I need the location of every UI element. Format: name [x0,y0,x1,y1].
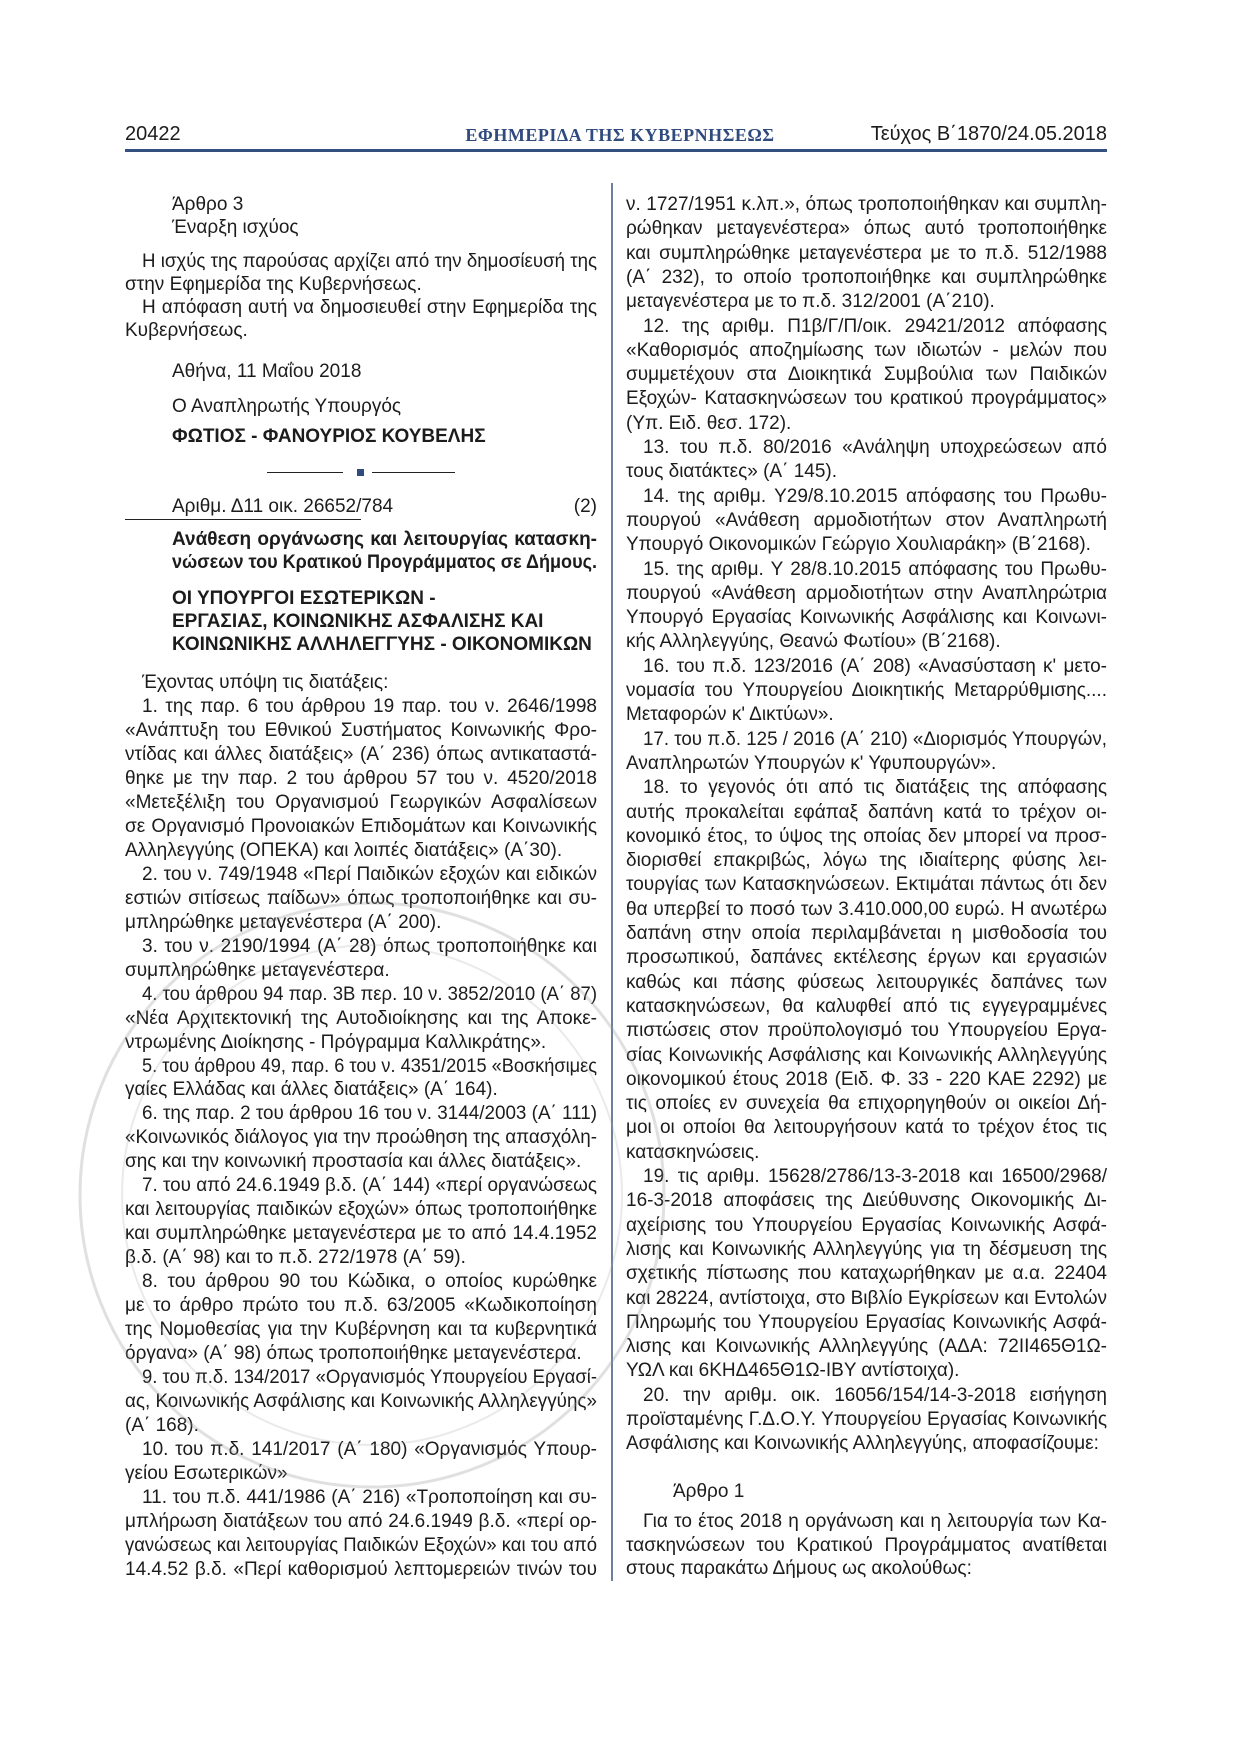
preamble-line-text: Υπουργό Οικονομικών Γεώργιο Χουλιαράκη» (Β΄2168). [626,534,1091,556]
preamble-line [142,935,597,959]
preamble-line [626,1092,1107,1116]
paragraph-line-text: Κυβερνήσεως. [125,320,248,341]
preamble-line-text: μοι οι οποίοι θα λειτουργήσουν κατά το τρέχον έτος τις [626,1117,1107,1139]
preamble-line [626,801,1107,825]
preamble-line-text: «Ανάπτυξη του Εθνικού Συστήματος Κοινωνικής Φρο- [125,719,597,741]
preamble-line [643,315,1107,339]
preamble-line-text: 15. της αριθμ. Υ 28/8.10.2015 απόφασης του Πρωθυ- [643,558,1107,580]
preamble-line-text: ας, Κοινωνικής Ασφάλισης και Κοινωνικής Αλληλεγγύης» [125,1391,597,1413]
place-date-text: Αθήνα, 11 Μαΐου 2018 [172,361,362,382]
article-heading [673,1480,744,1504]
preamble-line-text: με το άρθρο πρώτο του π.δ. 63/2005 «Κωδικοποίηση [125,1295,597,1317]
preamble-line-text: διορισθεί επακριβώς, λόγω της ιδιαίτερης φύσης λει- [626,850,1107,872]
preamble-line [125,911,597,935]
preamble-line [125,1246,597,1270]
paragraph-line [125,273,597,297]
preamble-line-text: Μεταφορών κ' Δικτύων». [626,704,834,726]
preamble-line [125,1390,597,1414]
decision-title-text: Ανάθεση οργάνωσης και λειτουργίας κατασκη- [172,529,597,550]
preamble-line-text: τους διατάκτες» (Α΄ 145). [626,461,838,483]
preamble-line-text: «Καθορισμός αποζημίωσης των ιδιωτών - μελών που [626,339,1107,361]
preamble-line [643,1165,1107,1189]
preamble-line [125,1318,597,1342]
preamble-line [142,695,597,719]
preamble-line-text: θηκε με την παρ. 2 του άρθρου 57 του ν. 4520/2018 [125,767,597,789]
preamble-line-text: γαίες Ελλάδας και άλλες διατάξεις» (Α΄ 164). [125,1079,498,1101]
preamble-line-text: β.δ. (Α΄ 98) και το π.δ. 272/1978 (Α΄ 59). [125,1247,466,1269]
preamble-line-text: και συμπληρώθηκε μεταγενέστερα με το από 14.4.1952 [125,1223,597,1245]
preamble-line-text: Έχοντας υπόψη τις διατάξεις: [142,672,389,693]
preamble-line-text: Υπουργό Εργασίας Κοινωνικής Ασφάλισης και Κοινωνι- [626,607,1107,629]
preamble-line-text: μπληρώθηκε μεταγενέστερα (Α΄ 200). [125,911,442,933]
preamble-line-text: 7. του από 24.6.1949 β.δ. (Α΄ 144) «περί οργανώσεως [142,1175,597,1197]
preamble-line [626,1116,1107,1140]
preamble-line-text: «Νέα Αρχιτεκτονική της Αυτοδιοίκησης και της Αποκε- [125,1007,597,1029]
preamble-line [125,1462,597,1486]
preamble-line-text: ΥΩΛ και 6ΚΗΔ465Θ1Ω-ΙΒΥ αντίστοιχα). [626,1360,960,1382]
article-body-line-text: τασκηνώσεων του Κρατικού Προγράμματος ανατίθεται [626,1534,1107,1556]
paragraph-line [142,250,597,274]
preamble-line [125,1534,597,1558]
issuing-ministers-text: ΕΡΓΑΣΙΑΣ, ΚΟΙΝΩΝΙΚΗΣ ΑΣΦΑΛΙΣΗΣ ΚΑΙ [172,611,544,632]
preamble-line-text: 19. τις αριθμ. 15628/2786/13-3-2018 και 16500/2968/ [643,1166,1107,1187]
preamble-line [626,606,1107,630]
preamble-line-text: ρώθηκαν μεταγενέστερα» όπως αυτό τροποποιήθηκε [626,218,1107,240]
preamble-line [626,995,1107,1019]
decision-number-underline [125,519,361,520]
preamble-line [142,983,597,1007]
preamble-line-text: και 28224, αντίστοιχα, στο Βιβλίο Εγκρίσεων και Εντολών [626,1287,1107,1309]
paragraph-line [125,319,597,343]
signer-name-text: ΦΩΤΙΟΣ - ΦΑΝΟΥΡΙΟΣ ΚΟΥΒΕΛΗΣ [172,426,486,447]
preamble-line [626,460,1107,484]
preamble-line-text: πιστώσεις στον προϋπολογισμό του Υπουργείου Εργα- [626,1020,1107,1042]
decision-number-text: Αριθμ. Δ11 οικ. 26652/784 [172,496,394,517]
preamble-line [142,1055,597,1079]
preamble-line [125,791,597,815]
preamble-line-text: αυτής προκαλείται εφάπαξ δαπάνη κατά το τρέχον οι- [626,801,1107,823]
preamble-line [125,1342,597,1366]
preamble-line [626,873,1107,897]
preamble-line [626,1044,1107,1068]
preamble-line [626,1262,1107,1286]
preamble-line-text: προσωπικού, δαπάνες εκτέλεσης έργων και εργασιών [626,947,1107,969]
paragraph-line-text: Η απόφαση αυτή να δημοσιευθεί στην Εφημερίδα της [142,297,597,318]
preamble-line [626,1311,1107,1335]
issuing-ministers [172,610,543,634]
article-body-line [643,1510,1107,1534]
preamble-line [626,752,1107,776]
preamble-line-text: (Α΄ 232), το οποίο τροποποιήθηκε και συμπληρώθηκε [626,266,1107,288]
preamble-line-text: λισης και Κοινωνικής Αλληλεγγύης για τη δέσμευση της [626,1238,1107,1260]
preamble-line-text: 2. του ν. 749/1948 «Περί Παιδικών εξοχών και ειδικών [142,863,597,885]
preamble-line [125,1007,597,1031]
preamble-line [626,387,1107,411]
preamble-line-text: συμμετέχουν στα Διοικητικά Συμβούλια των Παιδικών [626,364,1107,386]
preamble-line-text: σίας Κοινωνικής Ασφάλισης και Κοινωνικής Αλληλεγγύης [626,1044,1107,1066]
preamble-line [125,815,597,839]
preamble-line-text: προϊσταμένης Γ.Δ.Ο.Υ. Υπουργείου Εργασίας Κοινωνικής [626,1409,1107,1430]
preamble-line-text: (Α΄ 168). [125,1415,199,1437]
preamble-line [626,1068,1107,1092]
preamble-line-text: 18. το γεγονός ότι από τις διατάξεις της απόφασης [643,777,1107,799]
preamble-line-text: ντρωμένης Διοίκησης - Πρόγραμμα Καλλικράτης». [125,1031,547,1053]
preamble-line [643,485,1107,509]
preamble-line-text: Πληρωμής του Υπουργείου Εργασίας Κοινωνικής Ασφά- [626,1311,1107,1333]
preamble-line [626,1408,1107,1432]
issuing-ministers-text: ΚΟΙΝΩΝΙΚΗΣ ΑΛΛΗΛΕΓΓΥΗΣ - ΟΙΚΟΝΟΜΙΚΩΝ [172,634,592,655]
decision-index [500,495,597,519]
preamble-line-text: πουργού «Ανάθεση αρμοδιοτήτων στον Αναπληρωτή [626,509,1107,531]
preamble-line-text: 10. του π.δ. 141/2017 (Α΄ 180) «Οργανισμός Υπουρ- [142,1439,597,1461]
paragraph-line-text: Η ισχύς της παρούσας αρχίζει από την δημοσίευσή της [142,251,597,272]
issuing-ministers [172,587,436,611]
preamble-line [142,1438,597,1462]
article-body-line [626,1534,1107,1558]
preamble-line [643,655,1107,679]
preamble-line [626,242,1107,266]
preamble-line-text: κατασκηνώσεις. [626,1141,760,1163]
preamble-line-text: μπλήρωση διατάξεων του από 24.6.1949 β.δ. «περί ορ- [125,1510,597,1532]
decision-title [172,551,597,575]
preamble-line-text: εστιών σιτίσεως παίδων» όπως τροποποιήθηκε και συ- [125,887,597,909]
preamble-line [125,1414,597,1438]
preamble-line-text: θα υπερβεί το ποσό των 3.410.000,00 ευρώ. Η ανωτέρω [626,898,1107,920]
article-title [172,216,299,240]
preamble-line [125,1150,597,1174]
preamble-line [125,887,597,911]
preamble-line-text: Αλληλεγγύης (ΟΠΕΚΑ) και λοιπές διατάξεις» (Α΄30). [125,839,563,861]
signer-role-text: Ο Αναπληρωτής Υπουργός [172,396,402,417]
preamble-line [626,582,1107,606]
decision-title-text: νώσεων του Κρατικού Προγράμματος σε Δήμους. [172,552,597,573]
preamble-line [626,898,1107,922]
article-heading-text: Άρθρο 3 [172,194,244,215]
preamble-line [626,1432,1107,1456]
preamble-line [125,1126,597,1150]
issuing-ministers [172,633,592,657]
preamble-line [626,509,1107,533]
preamble-line [142,1366,597,1390]
preamble-line [142,1174,597,1198]
preamble-line-text: πουργού «Ανάθεση αρμοδιοτήτων στην Αναπληρώτρια [626,582,1107,604]
preamble-line [626,266,1107,290]
preamble-line-text: σης και την κοινωνική προστασία και άλλες διατάξεις». [125,1151,582,1173]
preamble-line [626,1214,1107,1238]
preamble-line [626,825,1107,849]
article-heading-text: Άρθρο 1 [673,1481,745,1502]
preamble-line-text: συμπληρώθηκε μεταγενέστερα. [125,959,390,981]
preamble-line [125,1558,597,1582]
decision-number [172,495,393,519]
preamble-line-text: 13. του π.δ. 80/2016 «Ανάληψη υποχρεώσεων από [643,437,1107,458]
preamble-line-text: μεταγενέστερα με το π.δ. 312/2001 (Α΄210). [626,291,995,313]
separator-square-icon [357,469,364,476]
preamble-line-text: 1. της παρ. 6 του άρθρου 19 παρ. του ν. 2646/1998 [142,695,597,717]
separator-line [267,472,343,473]
article-heading [172,193,243,217]
preamble-line-text: «Μετεξέλιξη του Οργανισμού Γεωργικών Ασφαλίσεων [125,791,597,813]
preamble-line-text: 14.4.52 β.δ. «Περί καθορισμού λεπτομερειών τινών του [125,1558,597,1580]
preamble-line [626,193,1107,217]
preamble-line [142,1270,597,1294]
issue-number: Τεύχος Β΄1870/24.05.2018 [870,123,1107,145]
column-divider [611,183,613,1581]
issuing-ministers-text: ΟΙ ΥΠΟΥΡΓΟΙ ΕΣΩΤΕΡΙΚΩΝ - [172,588,436,609]
preamble-line-text: γανώσεως και λειτουργίας Παιδικών Εξοχών» και του από [125,1534,597,1556]
article-body-line-text: Για το έτος 2018 η οργάνωση και η λειτουργία των Κα- [643,1511,1107,1532]
preamble-line [626,1335,1107,1359]
preamble-line [626,217,1107,241]
preamble-line-text: 17. του π.δ. 125 / 2016 (Α΄ 210) «Διορισμός Υπουργών, [643,728,1107,750]
preamble-line [626,1141,1107,1165]
preamble-line-text: 20. την αριθμ. οικ. 16056/154/14-3-2018 εισήγηση [643,1384,1107,1406]
preamble-line-text: 11. του π.δ. 441/1986 (Α΄ 216) «Τροποποίηση και συ- [142,1486,597,1508]
preamble-line-text: τις οποίες εν συνεχεία θα επιχορηγηθούν οι οικείοι Δή- [626,1093,1107,1115]
preamble-line-text: 16-3-2018 αποφάσεις της Διεύθυνσης Οικονομικής Δι- [626,1190,1107,1212]
preamble-line [643,558,1107,582]
preamble-line-text: γείου Εσωτερικών» [125,1463,288,1484]
preamble-line [125,767,597,791]
preamble-line [626,1238,1107,1262]
preamble-line-text: (Υπ. Ειδ. θεσ. 172). [626,412,792,434]
preamble-line-text: όργανα» (Α΄ 98) όπως τροποποιήθηκε μεταγενέστερα. [125,1343,582,1365]
preamble-line-text: κατασκηνώσεων, θα καλυφθεί από τις εγγεγραμμένες [626,995,1107,1017]
preamble-line [142,1486,597,1510]
decision-index-text: (2) [573,496,597,517]
signer-name [172,425,486,449]
header-rule [125,149,1107,152]
preamble-line [626,363,1107,387]
preamble-line-text: 9. του π.δ. 134/2017 «Οργανισμός Υπουργείου Εργασί- [142,1367,597,1389]
preamble-line [626,339,1107,363]
preamble-line [125,743,597,767]
preamble-line-text: λισης και Κοινωνικής Αλληλεγγύης (ΑΔΑ: 72ΙΙ465Θ1Ω- [626,1336,1107,1358]
article-body-line [626,1557,1107,1581]
preamble-line-text: και λειτουργίας παιδικών εξοχών» όπως τροποποιήθηκε [125,1199,597,1221]
preamble-line-text: ν. 1727/1951 κ.λπ.», όπως τροποποιήθηκαν και συμπλη- [626,194,1107,215]
preamble-line [125,1198,597,1222]
preamble-line-text: 16. του π.δ. 123/2016 (Α΄ 208) «Ανασύσταση κ' μετο- [643,655,1107,677]
preamble-line [142,863,597,887]
preamble-line-text: Αναπληρωτών Υπουργών κ' Υφυπουργών». [626,752,997,774]
preamble-line [125,1510,597,1534]
preamble-line-text: 4. του άρθρου 94 παρ. 3Β περ. 10 ν. 3852/2010 (Α΄ 87) [142,983,597,1005]
signer-role [172,395,401,419]
preamble-line-text: σχετικής πίστωσης που καταχωρήθηκαν με α.α. 22404 [626,1263,1107,1285]
preamble-line-text: τουργίας των Κατασκηνώσεων. Εκτιμάται πάντως ότι δεν [626,874,1107,896]
preamble-line [626,290,1107,314]
preamble-line [626,630,1107,654]
separator-line [372,472,455,473]
preamble-line-text: οικονομικού έτους 2018 (Ειδ. Φ. 33 - 220 ΚΑΕ 2292) με [626,1068,1107,1090]
preamble-line [125,839,597,863]
preamble-line [643,776,1107,800]
preamble-line [626,1189,1107,1213]
preamble-line-text: καθώς και πάσης φύσεως λειτουργικές δαπάνες των [626,971,1107,993]
preamble-line-text: αχείρισης του Υπουργείου Εργασίας Κοινωνικής Ασφά- [626,1214,1107,1236]
preamble-line [125,719,597,743]
preamble-line-text: κής Αλληλεγγύης, Θεανώ Φωτίου» (Β΄2168). [626,631,1001,653]
preamble-line [626,1359,1107,1383]
gazette-title: ΕΦΗΜΕΡΙΔΑ ΤΗΣ ΚΥΒΕΡΝΗΣΕΩΣ [465,125,775,145]
preamble-line [626,922,1107,946]
preamble-line-text: κονομικό έτος, το ύψος της οποίας δεν μπορεί να προσ- [626,825,1107,847]
preamble-line [125,1031,597,1055]
preamble-line [142,671,597,695]
preamble-line-text: Εξοχών- Κατασκηνώσεων του κρατικού προγράμματος» [626,388,1107,410]
preamble-line-text: ντίδας και άλλες διατάξεις» (Α΄ 236) όπως αντικαταστά- [125,743,597,765]
preamble-line [125,1222,597,1246]
preamble-line [643,1384,1107,1408]
preamble-line-text: της Νομοθεσίας για την Κυβέρνηση και τα κυβερνητικά [125,1319,597,1341]
paragraph-line [142,296,597,320]
preamble-line [125,959,597,983]
preamble-line [626,703,1107,727]
preamble-line [626,1019,1107,1043]
preamble-line-text: και συμπληρώθηκε μεταγενέστερα με το π.δ. 512/1988 [626,242,1107,264]
preamble-line [626,849,1107,873]
article-body-line-text: στους παρακάτω Δήμους ως ακολούθως: [626,1558,972,1579]
preamble-line [142,1102,597,1126]
preamble-line-text: 3. του ν. 2190/1994 (Α΄ 28) όπως τροποποιήθηκε και [142,935,597,957]
preamble-line-text: δαπάνη στην οποία περιλαμβάνεται η μισθοδοσία του [626,923,1107,944]
preamble-line [626,946,1107,970]
preamble-line [643,728,1107,752]
preamble-line-text: σε Οργανισμό Προνοιακών Επιδομάτων και Κοινωνικής [125,815,597,837]
preamble-line-text: 8. του άρθρου 90 του Κώδικα, ο οποίος κυρώθηκε [142,1271,597,1293]
preamble-line [626,533,1107,557]
page-number: 20422 [125,123,181,145]
decision-title [172,528,597,552]
preamble-line [125,1294,597,1318]
preamble-line-text: Ασφάλισης και Κοινωνικής Αλληλεγγύης, αποφασίζουμε: [626,1433,1099,1455]
preamble-line [626,971,1107,995]
preamble-line-text: 14. της αριθμ. Υ29/8.10.2015 απόφασης του Πρωθυ- [643,485,1107,507]
preamble-line-text: 5. του άρθρου 49, παρ. 6 του ν. 4351/2015 «Βοσκήσιμες [142,1055,597,1077]
preamble-line [626,679,1107,703]
place-date [172,360,361,384]
preamble-line [626,412,1107,436]
preamble-line [626,1287,1107,1311]
paragraph-line-text: στην Εφημερίδα της Κυβερνήσεως. [125,274,422,295]
preamble-line [643,436,1107,460]
preamble-line-text: 12. της αριθμ. Π1β/Γ/Π/οικ. 29421/2012 απόφασης [643,315,1107,337]
preamble-line-text: νομασία του Υπουργείου Διοικητικής Μεταρρύθμισης.... [626,680,1107,701]
preamble-line-text: «Κοινωνικός διάλογος για την προώθηση της απασχόλη- [125,1127,597,1149]
article-title-text: Έναρξη ισχύος [172,217,299,238]
preamble-line [125,1078,597,1102]
preamble-line-text: 6. της παρ. 2 του άρθρου 16 του ν. 3144/2003 (Α΄ 111) [142,1103,597,1125]
